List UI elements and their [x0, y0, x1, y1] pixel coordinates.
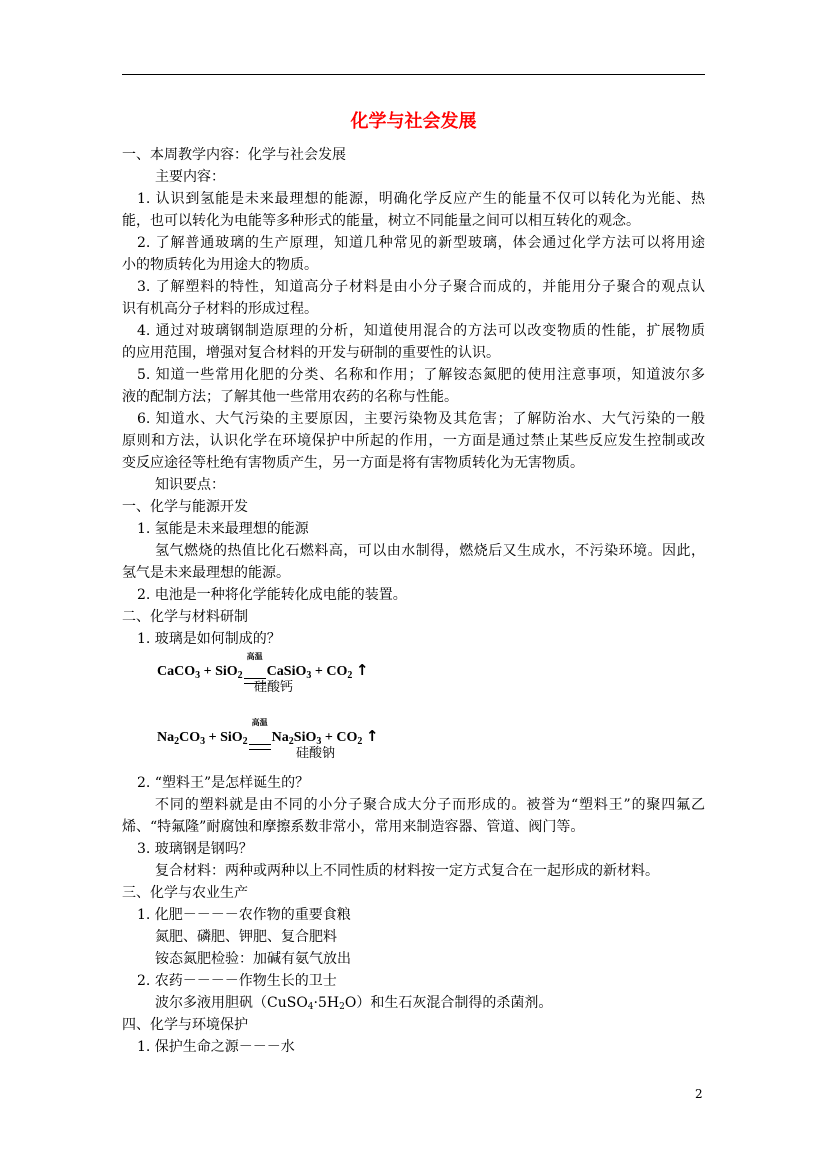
eq2-product2: + CO: [321, 730, 358, 745]
content-item-5-line1: 5. 知道一些常用化肥的分类、名称和作用；了解铵态氮肥的使用注意事项，知道波尔多: [137, 367, 705, 383]
knowledge-label: 知识要点：: [155, 477, 225, 493]
gas-arrow-icon: ↑: [355, 661, 369, 679]
eq1-reactant2-sub: 2: [237, 670, 243, 681]
part2-item1: 1. 玻璃是如何制成的？: [137, 631, 281, 647]
eq1-reactant1: CaCO: [157, 664, 196, 679]
part1-item1: 1. 氢能是未来最理想的能源: [137, 521, 309, 537]
part1-heading: 一、化学与能源开发: [122, 499, 248, 515]
eq1-condition: 高温: [246, 652, 263, 661]
part3-item2-text-sub: 4: [307, 1002, 314, 1012]
content-item-6-line2: 原则和方法，认识化学在环境保护中所起的作用，一方面是通过禁止某些反应发生控制或改: [122, 433, 705, 449]
eq2-reactant2: + SiO: [205, 730, 243, 745]
equation-sodium-silicate: [157, 718, 379, 753]
content-item-2-line2: 小的物质转化为用途大的物质。: [122, 257, 318, 273]
content-item-5-line2: 液的配制方法；了解其他一些常用农药的名称与性能。: [122, 389, 458, 405]
content-item-1-line2: 能，也可以转化为电能等多种形式的能量，树立不同能量之间可以相互转化的观念。: [122, 213, 640, 229]
part4-item1: 1. 保护生命之源－－－水: [137, 1039, 295, 1055]
eq2-equals-sign: [248, 718, 272, 753]
eq1-product1-sub: 3: [306, 670, 312, 681]
header-rule: [122, 74, 705, 75]
content-item-6-line3: 变反应途径等杜绝有害物质产生，另一方面是将有害物质转化为无害物质。: [122, 455, 584, 471]
page-number: 2: [695, 1087, 703, 1101]
part2-item2-text-line2: 烯、“特氟隆”耐腐蚀和摩擦系数非常小，常用来制造容器、管道、阀门等。: [122, 819, 585, 835]
part2-item3-text: 复合材料：两种或两种以上不同性质的材料按一定方式复合在一起形成的新材料。: [155, 863, 659, 879]
eq1-product-label: 硅酸钙: [254, 680, 294, 695]
part2-item3: 3. 玻璃钢是钢吗？: [137, 841, 253, 857]
section-intro: 一、本周教学内容：化学与社会发展: [122, 147, 346, 163]
part2-item2-text-line1: 不同的塑料就是由不同的小分子聚合成大分子而形成的。被誉为“塑料王”的聚四氟乙: [155, 797, 705, 813]
eq2-reactant1-sub: 2: [174, 736, 180, 747]
eq2-reactant2-sub: 2: [242, 736, 248, 747]
part3-item1-text1: 氮肥、磷肥、钾肥、复合肥料: [155, 929, 337, 945]
content-item-3-line2: 识有机高分子材料的形成过程。: [122, 301, 318, 317]
part3-item1-text2: 铵态氮肥检验：加碱有氨气放出: [155, 951, 351, 967]
eq2-reactant1-mid: CO: [179, 730, 201, 745]
content-item-6-line1: 6. 知道水、大气污染的主要原因，主要污染物及其危害；了解防治水、大气污染的一般: [137, 411, 705, 427]
part1-item1-text-line1: 氢气燃烧的热值比化石燃料高，可以由水制得，燃烧后又生成水，不污染环境。因此，: [155, 543, 705, 559]
eq2-product2-sub: 2: [357, 736, 363, 747]
part1-item1-text-line2: 氢气是未来最理想的能源。: [122, 565, 290, 581]
part2-item2: 2. “塑料王”是怎样诞生的？: [137, 775, 310, 791]
part3-item2-text-sub2: 2: [339, 1002, 345, 1012]
eq2-product1-sub2: 3: [316, 736, 322, 747]
eq2-product1-mid: SiO: [293, 730, 317, 745]
content-item-4-line1: 4. 通过对玻璃钢制造原理的分析，知道使用混合的方法可以改变物质的性能，扩展物质: [137, 323, 705, 339]
eq1-product2-sub: 2: [347, 670, 353, 681]
content-item-2-line1: 2. 了解普通玻璃的生产原理，知道几种常见的新型玻璃，体会通过化学方法可以将用途: [137, 235, 705, 251]
part2-heading: 二、化学与材料研制: [122, 609, 248, 625]
eq2-product1: Na: [271, 730, 289, 745]
eq2-condition: 高温: [251, 718, 268, 727]
part3-item2: 2. 农药－－－－作物生长的卫士: [137, 973, 337, 989]
part3-item2-text: [155, 992, 552, 1014]
eq2-product-label: 硅酸钠: [296, 746, 336, 761]
eq1-reactant2: + SiO: [200, 664, 238, 679]
eq1-product2: + CO: [311, 664, 348, 679]
content-item-1-line1: 1. 认识到氢能是未来最理想的能源，明确化学反应产生的能量不仅可以转化为光能、热: [137, 191, 705, 207]
main-content-label: 主要内容：: [155, 169, 225, 185]
part3-item2-text-a: 波尔多液用胆矾（CuSO: [155, 995, 308, 1011]
content-item-4-line2: 的应用范围，增强对复合材料的开发与研制的重要性的认识。: [122, 345, 500, 361]
part1-item2: 2. 电池是一种将化学能转化成电能的装置。: [137, 587, 407, 603]
eq1-product1: CaSiO: [266, 664, 307, 679]
part3-item2-text-c: O）和生石灰混合制得的杀菌剂。: [344, 995, 553, 1011]
part3-item2-text-b: ·5H: [313, 995, 340, 1011]
part4-heading: 四、化学与环境保护: [122, 1017, 248, 1033]
eq1-reactant1-sub: 3: [195, 670, 201, 681]
part3-item1: 1. 化肥－－－－农作物的重要食粮: [137, 907, 351, 923]
gas-arrow-icon: ↑: [365, 727, 379, 745]
page-title: 化学与社会发展: [350, 111, 477, 132]
eq2-product1-sub: 2: [288, 736, 294, 747]
eq2-reactant1: Na: [157, 730, 175, 745]
part3-heading: 三、化学与农业生产: [122, 885, 248, 901]
eq2-reactant1-sub2: 3: [200, 736, 206, 747]
content-item-3-line1: 3. 了解塑料的特性，知道高分子材料是由小分子聚合而成的，并能用分子聚合的观点认: [137, 279, 705, 295]
